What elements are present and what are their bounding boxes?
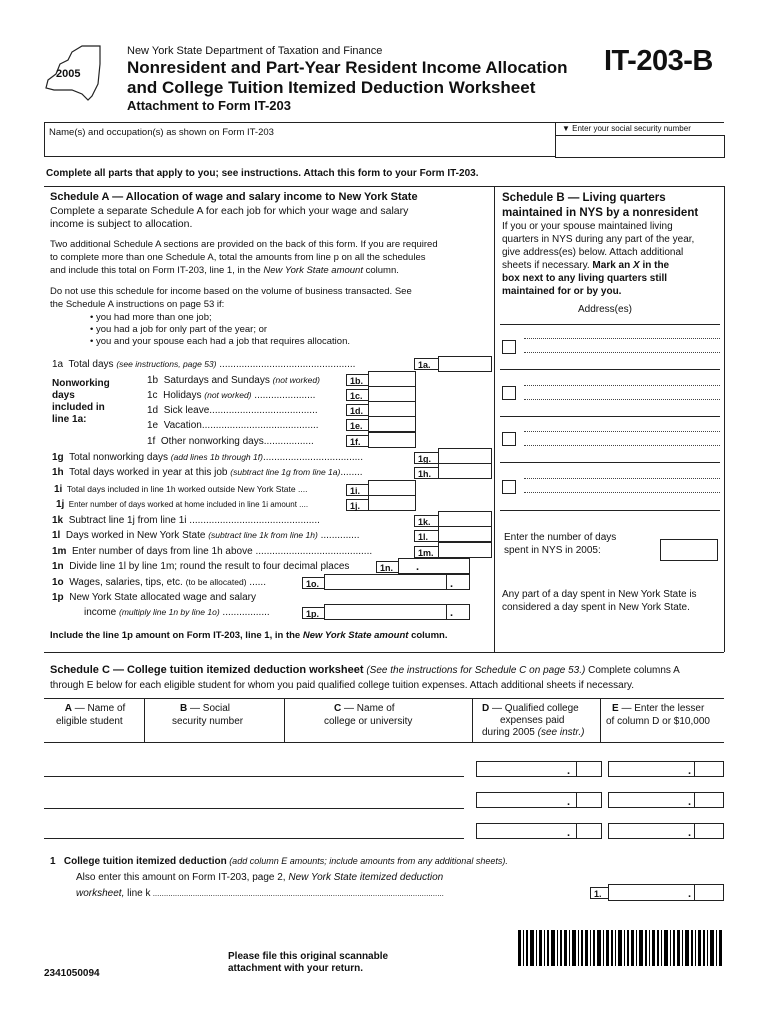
line-1g-field[interactable] [438, 448, 492, 464]
line-1d-field[interactable] [368, 401, 416, 417]
form-code: 2341050094 [44, 968, 100, 979]
column-d-cents-field[interactable] [576, 823, 602, 839]
schedule-c-intro: through E below for each eligible student for whom you paid qualified college tuition expenses. Attach additional sheets if necessary. [50, 680, 635, 691]
line-1f-field[interactable] [368, 432, 416, 448]
nonworking-label: days [52, 390, 75, 401]
column-d-sub: expenses paid [500, 715, 565, 726]
schedule-c-line-1-cents-field[interactable] [694, 884, 724, 901]
student-name-field[interactable] [46, 822, 142, 838]
day-note: Any part of a day spent in New York State is [502, 589, 697, 600]
line-1p-field[interactable] [324, 604, 448, 620]
living-quarters-checkbox[interactable] [502, 386, 516, 400]
names-field[interactable] [46, 138, 552, 154]
column-d-sub-2: during 2005 (see instr.) [482, 727, 585, 738]
schedule-b-body: give address(es) below. Attach additional [502, 247, 684, 258]
days-in-nys-label-2: spent in NYS in 2005: [504, 545, 601, 556]
line-1g-label: 1g. [414, 452, 438, 464]
decimal-point: . [567, 796, 571, 808]
schedule-c-line-1-field[interactable] [608, 884, 696, 901]
decimal-point: . [450, 607, 454, 619]
student-name-field[interactable] [46, 760, 142, 776]
column-b-header: B — Social [180, 703, 231, 714]
days-in-nys-label: Enter the number of days [504, 532, 617, 543]
line-1i-field[interactable] [368, 480, 416, 496]
line-1j: 1j Enter number of days worked at home included in line 1i amount .... [56, 499, 309, 510]
decimal-point: . [688, 765, 692, 777]
line-1g: 1g Total nonworking days (add lines 1b through 1f).................................... [52, 452, 363, 463]
line-1e: 1e Vacation.......................................... [147, 420, 319, 431]
line-1a: 1a Total days (see instructions, page 53) ................................................. [52, 359, 356, 370]
column-c-sub: college or university [324, 716, 413, 727]
column-d-field[interactable] [476, 823, 578, 839]
line-1p: 1p New York State allocated wage and salary [52, 592, 257, 603]
column-e-header: E — Enter the lesser [612, 703, 705, 714]
line-1m-field[interactable] [438, 542, 492, 558]
line-1d-label: 1d. [346, 404, 368, 416]
ssn-label: ▼ Enter your social security number [562, 124, 691, 133]
line-1e-field[interactable] [368, 416, 416, 432]
nonworking-label: line 1a: [52, 414, 87, 425]
schedule-b-body: If you or your spouse maintained living [502, 221, 673, 232]
nonworking-label: Nonworking [52, 378, 110, 389]
line-1n: 1n Divide line 1l by line 1m; round the result to four decimal places [52, 561, 350, 572]
schedule-a-para-3: and include this total on Form IT-203, line 1, in the New York State amount column. [50, 265, 399, 276]
living-quarters-checkbox[interactable] [502, 432, 516, 446]
line-1l: 1l Days worked in New York State (subtract line 1k from line 1h) .............. [52, 530, 360, 541]
schedule-c-line-1-label: 1. [590, 887, 608, 899]
decimal-point: . [416, 561, 420, 573]
form-subtitle: Attachment to Form IT-203 [127, 98, 291, 113]
line-1c-field[interactable] [368, 386, 416, 402]
line-1i-label: 1i. [346, 484, 368, 496]
schedule-c-line-1: 1 College tuition itemized deduction (add column E amounts; include amounts from any additional sheets). [50, 856, 508, 867]
column-e-cents-field[interactable] [694, 761, 724, 777]
column-e-sub: of column D or $10,000 [606, 716, 710, 727]
schedule-b-title: Schedule B — Living quarters [502, 192, 666, 204]
line-1d: 1d Sick leave....................................... [147, 405, 318, 416]
schedule-a-volume-note-2: the Schedule A instructions on page 53 if: [50, 299, 225, 310]
bullet-item: • you had more than one job; [90, 312, 212, 323]
ssn-field[interactable] [555, 135, 725, 158]
file-instruction: Please file this original scannable [228, 951, 389, 962]
general-instruction: Complete all parts that apply to you; see instructions. Attach this form to your Form IT-203. [46, 168, 479, 179]
decimal-point: . [567, 765, 571, 777]
line-1n-field[interactable] [398, 558, 470, 574]
column-a-header: A — Name of [64, 703, 126, 714]
line-1h: 1h Total days worked in year at this job (subtract line 1g from line 1a)........ [52, 467, 363, 478]
column-d-cents-field[interactable] [576, 761, 602, 777]
column-b-sub: security number [172, 716, 244, 727]
column-c-header: C — Name of [334, 703, 395, 714]
line-1m-label: 1m. [414, 546, 438, 558]
schedule-c-line-1-c: worksheet, line k ................................................................................................................................... [76, 888, 444, 899]
line-1o-label: 1o. [302, 577, 324, 589]
line-1j-field[interactable] [368, 495, 416, 511]
schedule-b-title-2: maintained in NYS by a nonresident [502, 207, 699, 219]
bullet-item: • you had a job for only part of the year; or [90, 324, 268, 335]
line-1f-label: 1f. [346, 435, 368, 447]
line-1b-field[interactable] [368, 371, 416, 387]
schedule-b-body: quarters in NYS during any part of the year, [502, 234, 695, 245]
schedule-a-para: Two additional Schedule A sections are provided on the back of this form. If you are required [50, 239, 438, 250]
schedule-c-line-1-b: Also enter this amount on Form IT-203, page 2, New York State itemized deduction [76, 872, 444, 883]
column-e-cents-field[interactable] [694, 792, 724, 808]
decimal-point: . [567, 827, 571, 839]
line-1l-label: 1l. [414, 530, 438, 542]
schedule-a-intro: Complete a separate Schedule A for each job for which your wage and salary [50, 205, 409, 217]
line-1l-field[interactable] [438, 526, 492, 542]
decimal-point: . [450, 578, 454, 590]
line-1j-label: 1j. [346, 499, 368, 511]
student-name-field[interactable] [46, 792, 142, 808]
column-e-field[interactable] [608, 761, 696, 777]
address-header: Address(es) [578, 304, 632, 315]
column-a-sub: eligible student [56, 716, 123, 727]
schedule-a-footer: Include the line 1p amount on Form IT-203, line 1, in the New York State amount column. [50, 630, 448, 641]
column-d-field[interactable] [476, 792, 578, 808]
line-1f: 1f Other nonworking days.................. [147, 436, 314, 447]
line-1k: 1k Subtract line 1j from line 1i ............................................... [52, 515, 320, 526]
decimal-point: . [688, 796, 692, 808]
line-1n-label: 1n. [376, 561, 398, 573]
names-label: Name(s) and occupation(s) as shown on Form IT-203 [49, 127, 274, 138]
department-name: New York State Department of Taxation and Finance [127, 45, 383, 57]
bullet-item: • you and your spouse each had a job that requires allocation. [90, 336, 350, 347]
line-1a-field[interactable] [438, 356, 492, 372]
schedule-a-volume-note: Do not use this schedule for income based on the volume of business transacted. See [50, 286, 412, 297]
line-1b: 1b Saturdays and Sundays (not worked) [147, 375, 320, 386]
barcode-icon [518, 930, 722, 966]
line-1c-label: 1c. [346, 389, 368, 401]
line-1a-label: 1a. [414, 358, 438, 370]
line-1i: 1i Total days included in line 1h worked outside New York State .... [54, 484, 308, 495]
decimal-point: . [688, 888, 692, 900]
line-1k-field[interactable] [438, 511, 492, 527]
schedule-b-body: box next to any living quarters still [502, 273, 668, 284]
decimal-point: . [688, 827, 692, 839]
form-number: IT-203-B [604, 45, 713, 77]
schedule-c-title: Schedule C — College tuition itemized deduction worksheet (See the instructions for Schedule C on page 53.) Complete columns A [50, 664, 680, 676]
column-d-header: D — Qualified college [482, 703, 579, 714]
college-name-field[interactable] [286, 822, 462, 838]
form-title-line1: Nonresident and Part-Year Resident Income Allocation [127, 58, 568, 77]
day-note-2: considered a day spent in New York State. [502, 602, 690, 613]
college-name-field[interactable] [286, 760, 462, 776]
student-ssn-field[interactable] [146, 792, 282, 808]
line-1o: 1o Wages, salaries, tips, etc. (to be allocated) ...... [52, 577, 266, 588]
schedule-a-intro-2: income is subject to allocation. [50, 218, 193, 230]
schedule-a-para-2: to complete more than one Schedule A, total the amounts from line p on all the schedules [50, 252, 426, 263]
living-quarters-checkbox[interactable] [502, 340, 516, 354]
line-1o-field[interactable] [324, 574, 448, 590]
column-d-field[interactable] [476, 761, 578, 777]
schedule-b-body: sheets if necessary. Mark an X in the [502, 260, 670, 271]
line-1b-label: 1b. [346, 374, 368, 386]
college-name-field[interactable] [286, 792, 462, 808]
column-e-field[interactable] [608, 792, 696, 808]
schedule-b-body: maintained for or by you. [502, 286, 622, 297]
schedule-a-title: Schedule A — Allocation of wage and salary income to New York State [50, 191, 418, 203]
student-ssn-field[interactable] [146, 760, 282, 776]
line-1h-field[interactable] [438, 463, 492, 479]
tax-year: 2005 [56, 68, 81, 80]
line-1p-label: 1p. [302, 607, 324, 619]
line-1e-label: 1e. [346, 419, 368, 431]
column-d-cents-field[interactable] [576, 792, 602, 808]
line-1k-label: 1k. [414, 515, 438, 527]
column-e-cents-field[interactable] [694, 823, 724, 839]
line-1m: 1m Enter number of days from line 1h above .......................................... [52, 546, 373, 557]
column-e-field[interactable] [608, 823, 696, 839]
line-1p-income: income (multiply line 1n by line 1o) ................. [84, 607, 270, 618]
file-instruction-2: attachment with your return. [228, 963, 364, 974]
student-ssn-field[interactable] [146, 822, 282, 838]
form-title-line2: and College Tuition Itemized Deduction Worksheet [127, 78, 536, 97]
line-1c: 1c Holidays (not worked) ...................... [147, 390, 316, 401]
nonworking-label: included in [52, 402, 105, 413]
living-quarters-checkbox[interactable] [502, 480, 516, 494]
days-in-nys-field[interactable] [660, 539, 718, 561]
line-1h-label: 1h. [414, 467, 438, 479]
